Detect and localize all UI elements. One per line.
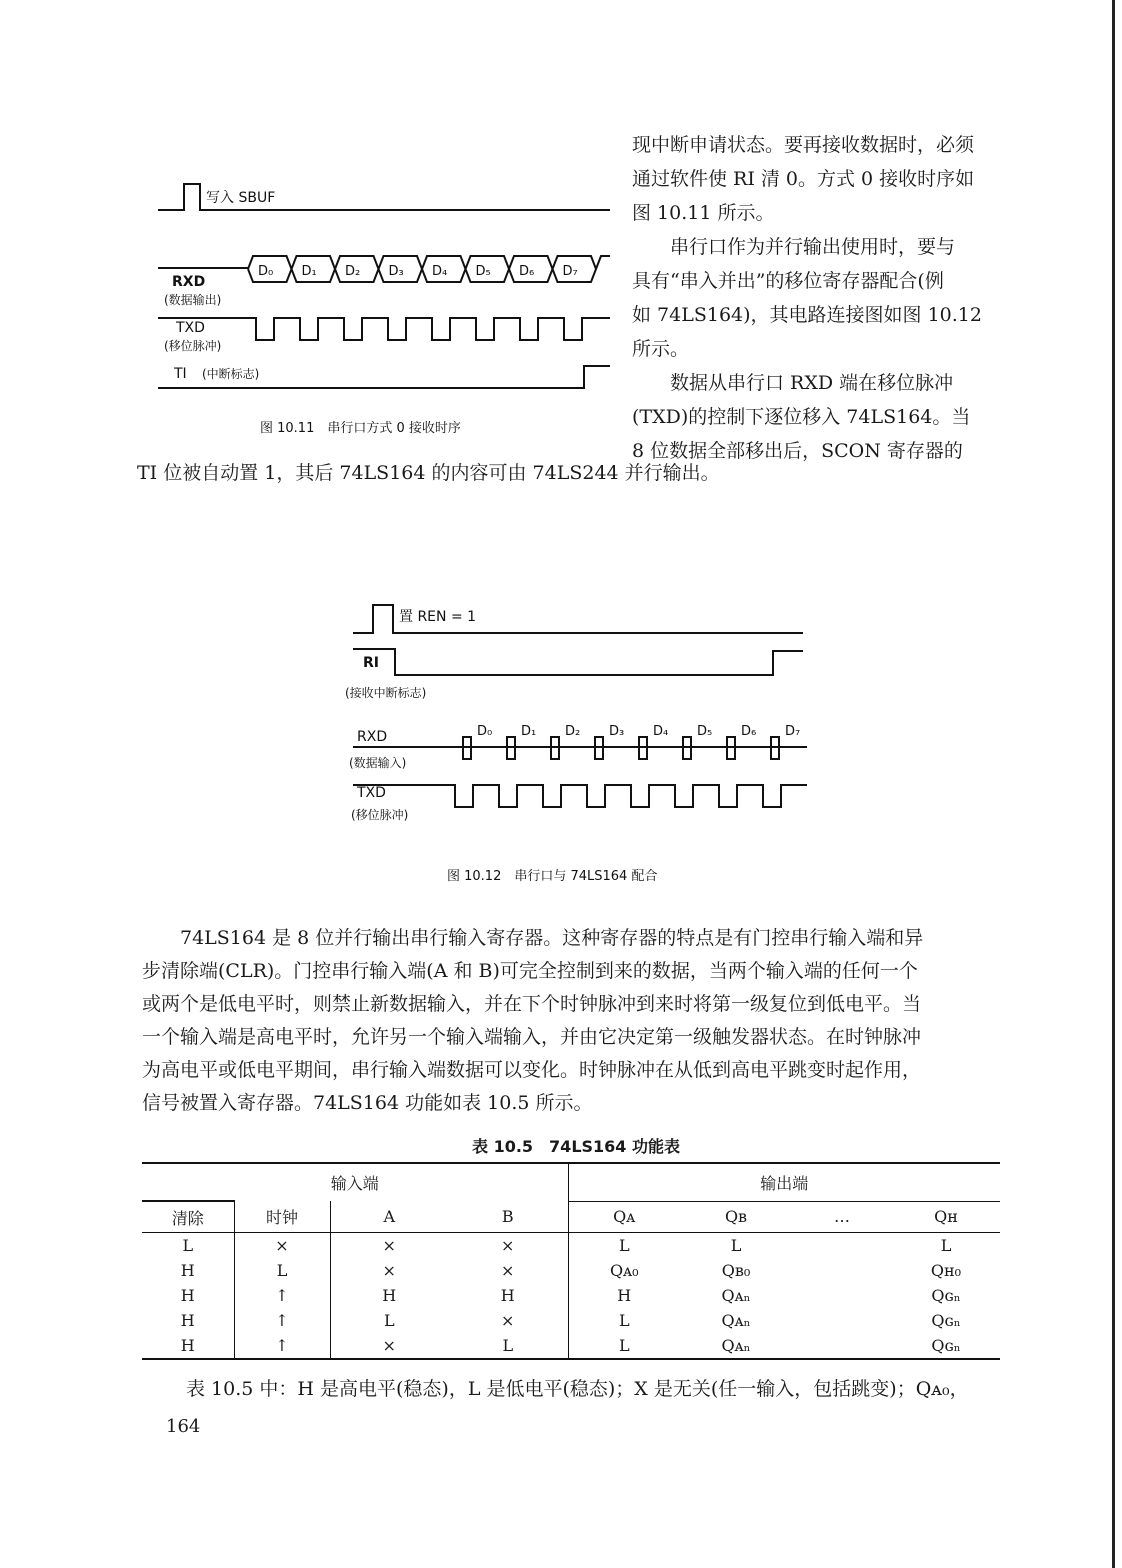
table-cell: L — [568, 1308, 680, 1333]
txd-sublabel: (移位脉冲) — [164, 339, 222, 353]
table-cell: × — [234, 1233, 330, 1259]
text-line: 具有“串入并出”的移位寄存器配合(例 — [632, 270, 944, 292]
text-line: (TXD)的控制下逐位移入 74LS164。当 — [632, 406, 971, 428]
rxd-bit-label: D₇ — [562, 264, 578, 279]
txd2-label: TXD — [357, 785, 386, 801]
table-cell — [792, 1233, 892, 1259]
text-line: 74LS164 是 8 位并行输出串行输入寄存器。这种寄存器的特点是有门控串行输入端和异 — [180, 927, 924, 949]
rxd-bit-label: D₀ — [258, 264, 274, 279]
ti-label: TI — [174, 366, 187, 382]
function-table — [142, 1162, 1000, 1360]
figure-10-11-caption: 图 10.11 串行口方式 0 接收时序 — [260, 421, 461, 436]
rxd-in-sublabel: (数据输入) — [349, 756, 407, 770]
table-body — [142, 1233, 1000, 1360]
table-cell: × — [501, 1261, 515, 1280]
rxd-data-bits — [248, 256, 610, 282]
table-cell: Qᴀₙ — [721, 1286, 751, 1305]
table-cell — [792, 1308, 892, 1333]
rxd-sublabel: (数据输出) — [164, 293, 222, 307]
table-cell — [792, 1258, 892, 1283]
right-column-text — [632, 128, 1007, 468]
table-cell: × — [501, 1311, 515, 1330]
column-header: A — [330, 1201, 448, 1233]
rxd-bit-label: D₆ — [519, 264, 535, 279]
text-line: 8 位数据全部移出后，SCON 寄存器的 — [632, 440, 963, 462]
table-cell: ↑ — [234, 1333, 330, 1359]
table-note: 表 10.5 中：H 是高电平(稳态)，L 是低电平(稳态)；X 是无关(任一输入，包括跳变)；Qᴀ₀， — [186, 1378, 969, 1400]
table-cell: Qɢₙ — [931, 1311, 961, 1330]
column-header: … — [792, 1201, 892, 1233]
table-cell: L — [234, 1258, 330, 1283]
text-line: 数据从串行口 RXD 端在移位脉冲 — [670, 372, 954, 394]
table-row — [142, 1308, 1000, 1333]
table-title: 表 10.5 74LS164 功能表 — [472, 1137, 681, 1156]
table-cell: H — [500, 1286, 515, 1305]
column-header: Qᴀ — [568, 1201, 680, 1233]
table-cell: H — [180, 1311, 195, 1330]
txd2-pulse-train — [353, 785, 807, 807]
figure-10-11 — [150, 170, 620, 450]
rxd-bit-label: D₅ — [475, 264, 491, 279]
table-cell: L — [330, 1308, 448, 1333]
figure-10-12-caption: 图 10.12 串行口与 74LS164 配合 — [447, 869, 658, 884]
table-row — [142, 1258, 1000, 1283]
table-cell: Qᴀₙ — [680, 1333, 792, 1359]
rxd-in-bit-label: D₂ — [565, 724, 581, 739]
column-header: Qʜ — [892, 1201, 1000, 1233]
table-cell: Qɢₙ — [892, 1333, 1000, 1359]
output-group-header: 输出端 — [568, 1163, 1000, 1201]
table-cell: Qᴀₙ — [721, 1311, 751, 1330]
table-cell: Qʙ₀ — [721, 1261, 751, 1280]
column-header: Qʙ — [680, 1201, 792, 1233]
table-cell: ↑ — [234, 1308, 330, 1333]
text-line: 所示。 — [632, 338, 690, 360]
ti-sublabel: (中断标志) — [202, 367, 260, 381]
input-group-header: 输入端 — [142, 1163, 568, 1201]
body-paragraph — [142, 922, 1022, 1120]
rxd-in-wave — [353, 737, 807, 759]
rxd-in-bit-label: D₆ — [741, 724, 757, 739]
column-header: 清除 — [142, 1201, 234, 1233]
rxd-in-bit-label: D₁ — [521, 724, 537, 739]
table-cell: H — [180, 1261, 195, 1280]
table-cell: H — [330, 1283, 448, 1308]
ri-signal — [353, 649, 803, 675]
rxd-in-bit-label: D₀ — [477, 724, 493, 739]
table-cell: L — [568, 1333, 680, 1359]
ri-sublabel: (接收中断标志) — [345, 686, 427, 700]
scan-edge-line — [1112, 0, 1115, 1568]
rxd-bit-label: D₁ — [301, 264, 317, 279]
table-cell: × — [330, 1258, 448, 1283]
text-line: 为高电平或低电平期间，串行输入端数据可以变化。时钟脉冲在从低到高电平跳变时起作用， — [142, 1059, 922, 1081]
table-cell: L — [448, 1333, 568, 1359]
full-width-line: TI 位被自动置 1，其后 74LS164 的内容可由 74LS244 并行输出。 — [137, 462, 720, 484]
text-line: 现中断申请状态。要再接收数据时，必须 — [632, 134, 975, 156]
text-line: 一个输入端是高电平时，允许另一个输入端输入，并由它决定第一级触发器状态。在时钟脉冲 — [142, 1026, 922, 1048]
txd2-sublabel: (移位脉冲) — [351, 808, 409, 822]
table-cell: L — [730, 1236, 742, 1255]
txd-pulse-train — [158, 318, 610, 340]
table-cell: L — [940, 1236, 952, 1255]
text-line: 步清除端(CLR)。门控串行输入端(A 和 B)可完全控制到来的数据，当两个输入端的任何一个 — [142, 960, 918, 982]
rxd-in-label: RXD — [357, 729, 388, 745]
text-line: 串行口作为并行输出使用时，要与 — [670, 236, 956, 258]
table-cell: ↑ — [234, 1283, 330, 1308]
table-cell: H — [180, 1286, 195, 1305]
table-row — [142, 1233, 1000, 1259]
page-number: 164 — [166, 1416, 201, 1437]
table-row — [142, 1333, 1000, 1359]
text-line: 图 10.11 所示。 — [632, 202, 775, 224]
ri-label: RI — [363, 655, 379, 671]
rxd-in-bit-label: D₅ — [697, 724, 713, 739]
write-sbuf-label: 写入 SBUF — [206, 190, 276, 206]
rxd-bit-label: D₄ — [432, 264, 448, 279]
rxd-in-bit-label: D₇ — [785, 724, 801, 739]
table-cell: H — [142, 1333, 234, 1359]
text-line: 或两个是低电平时，则禁止新数据输入，并在下个时钟脉冲到来时将第一级复位到低电平。当 — [142, 993, 922, 1015]
figure-10-12 — [345, 595, 815, 890]
table-cell: Qʜ₀ — [930, 1261, 962, 1280]
table-cell — [792, 1333, 892, 1359]
rxd-bit-label: D₃ — [388, 264, 404, 279]
table-cell: Qᴀ₀ — [568, 1258, 680, 1283]
table-cell: H — [568, 1283, 680, 1308]
rxd-tail-line — [596, 256, 610, 269]
txd-label: TXD — [176, 320, 205, 336]
rxd-bit-label: D₂ — [345, 264, 361, 279]
table-cell: L — [182, 1236, 194, 1255]
text-line: 信号被置入寄存器。74LS164 功能如表 10.5 所示。 — [142, 1092, 593, 1114]
text-line: 通过软件使 RI 清 0。方式 0 接收时序如 — [632, 168, 975, 190]
table-cell: × — [330, 1333, 448, 1359]
rxd-input-bits — [353, 724, 807, 759]
table-cell: × — [501, 1236, 515, 1255]
column-header: 时钟 — [234, 1201, 330, 1233]
table-cell — [792, 1283, 892, 1308]
rxd-in-bit-label: D₄ — [653, 724, 669, 739]
table-cell: Qɢₙ — [931, 1286, 961, 1305]
table-cell: L — [568, 1233, 680, 1259]
rxd-in-bit-label: D₃ — [609, 724, 625, 739]
table-row — [142, 1283, 1000, 1308]
text-line: 如 74LS164)，其电路连接图如图 10.12 — [632, 304, 982, 326]
column-header: B — [448, 1201, 568, 1233]
ren-label: 置 REN = 1 — [399, 609, 477, 625]
table-cell: × — [330, 1233, 448, 1259]
rxd-label: RXD — [172, 274, 206, 290]
